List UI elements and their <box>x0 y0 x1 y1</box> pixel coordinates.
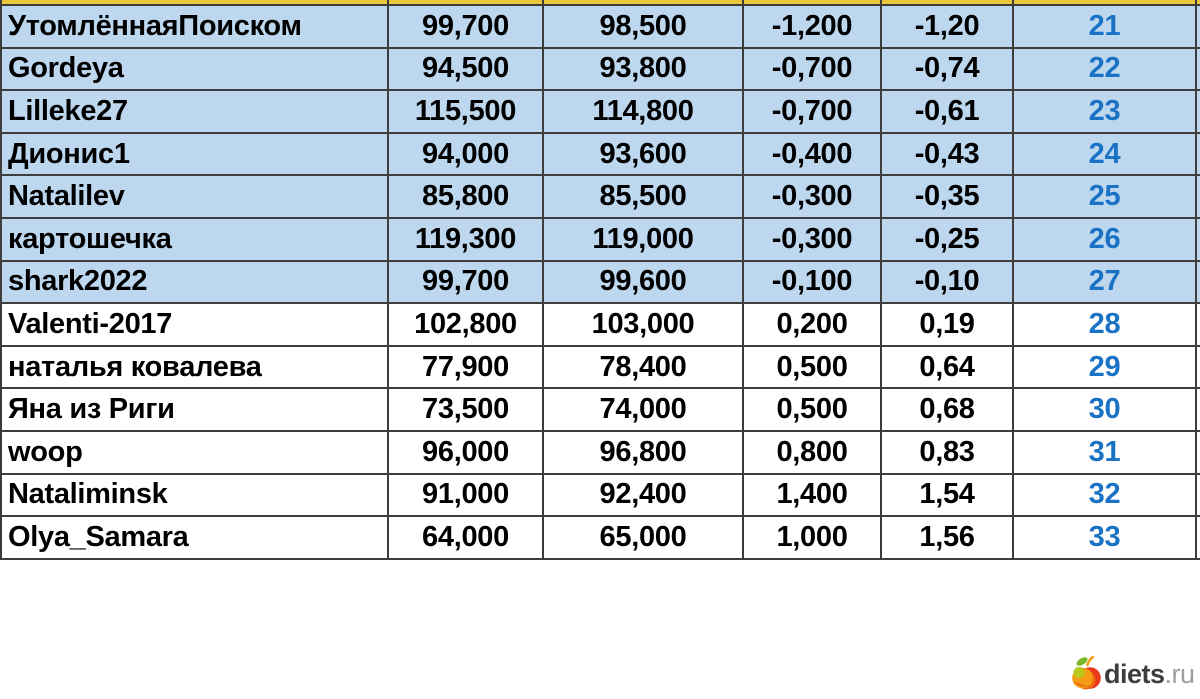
table-row <box>0 6 1200 49</box>
table-row <box>0 219 1200 262</box>
weight-end-cell: 65,000 <box>544 517 744 560</box>
weight-start-cell: 77,900 <box>389 347 544 390</box>
table-row <box>0 49 1200 92</box>
weight-change-cell: -0,700 <box>744 49 882 92</box>
weight-end-cell: 93,600 <box>544 134 744 177</box>
weight-change-percent-cell: -0,35 <box>882 176 1014 219</box>
weight-change-cell: -0,300 <box>744 176 882 219</box>
weight-change-percent-cell: -0,61 <box>882 91 1014 134</box>
weight-start-cell: 94,000 <box>389 134 544 177</box>
weight-start-cell: 64,000 <box>389 517 544 560</box>
weight-change-cell: -0,400 <box>744 134 882 177</box>
weight-end-cell: 99,600 <box>544 262 744 305</box>
weight-end-cell: 92,400 <box>544 475 744 518</box>
weight-change-cell: 0,500 <box>744 347 882 390</box>
weight-change-percent-cell: 0,68 <box>882 389 1014 432</box>
table-row <box>0 432 1200 475</box>
weight-end-cell: 96,800 <box>544 432 744 475</box>
participant-name-cell: woop <box>0 432 389 475</box>
rank-cell: 26 <box>1014 219 1197 262</box>
participant-name-cell: Lilleke27 <box>0 91 389 134</box>
rank-cell: 29 <box>1014 347 1197 390</box>
weight-change-percent-cell: -1,20 <box>882 6 1014 49</box>
weight-end-cell: 85,500 <box>544 176 744 219</box>
table-row <box>0 176 1200 219</box>
weight-change-cell: -0,100 <box>744 262 882 305</box>
weight-change-cell: 1,400 <box>744 475 882 518</box>
weight-end-cell: 93,800 <box>544 49 744 92</box>
weight-start-cell: 94,500 <box>389 49 544 92</box>
table-row <box>0 304 1200 347</box>
table-row <box>0 91 1200 134</box>
rank-cell: 32 <box>1014 475 1197 518</box>
weight-start-cell: 85,800 <box>389 176 544 219</box>
weight-start-cell: 115,500 <box>389 91 544 134</box>
rank-cell: 24 <box>1014 134 1197 177</box>
weight-end-cell: 103,000 <box>544 304 744 347</box>
rank-cell: 28 <box>1014 304 1197 347</box>
rank-cell: 31 <box>1014 432 1197 475</box>
rank-cell: 25 <box>1014 176 1197 219</box>
logo-text-diets: diets <box>1104 659 1165 689</box>
weight-start-cell: 99,700 <box>389 262 544 305</box>
weight-change-percent-cell: 1,56 <box>882 517 1014 560</box>
weight-change-cell: -0,700 <box>744 91 882 134</box>
weight-change-percent-cell: 0,64 <box>882 347 1014 390</box>
participant-name-cell: Дионис1 <box>0 134 389 177</box>
participant-name-cell: shark2022 <box>0 262 389 305</box>
weight-start-cell: 99,700 <box>389 6 544 49</box>
weight-change-percent-cell: 0,19 <box>882 304 1014 347</box>
table-row <box>0 262 1200 305</box>
weight-end-cell: 119,000 <box>544 219 744 262</box>
participant-name-cell: Яна из Риги <box>0 389 389 432</box>
participant-name-cell: УтомлённаяПоиском <box>0 6 389 49</box>
weight-change-percent-cell: -0,74 <box>882 49 1014 92</box>
weight-end-cell: 114,800 <box>544 91 744 134</box>
weight-change-cell: 1,000 <box>744 517 882 560</box>
participant-name-cell: Nataliminsk <box>0 475 389 518</box>
weight-change-cell: -0,300 <box>744 219 882 262</box>
participant-name-cell: картошечка <box>0 219 389 262</box>
weight-end-cell: 78,400 <box>544 347 744 390</box>
apple-icon <box>1071 654 1101 691</box>
participant-name-cell: наталья ковалева <box>0 347 389 390</box>
rank-cell: 30 <box>1014 389 1197 432</box>
table-row <box>0 389 1200 432</box>
table-row <box>0 517 1200 560</box>
weight-change-cell: 0,800 <box>744 432 882 475</box>
rank-cell: 21 <box>1014 6 1197 49</box>
weight-change-cell: 0,500 <box>744 389 882 432</box>
participant-name-cell: Gordeya <box>0 49 389 92</box>
weight-change-cell: 0,200 <box>744 304 882 347</box>
participant-name-cell: Valenti-2017 <box>0 304 389 347</box>
table-row <box>0 347 1200 390</box>
rank-cell: 22 <box>1014 49 1197 92</box>
diets-ru-logo[interactable] <box>1071 654 1195 691</box>
weight-change-percent-cell: -0,43 <box>882 134 1014 177</box>
weight-start-cell: 96,000 <box>389 432 544 475</box>
weight-change-percent-cell: 0,83 <box>882 432 1014 475</box>
weight-start-cell: 91,000 <box>389 475 544 518</box>
weight-start-cell: 102,800 <box>389 304 544 347</box>
rank-cell: 33 <box>1014 517 1197 560</box>
weight-end-cell: 98,500 <box>544 6 744 49</box>
weight-start-cell: 119,300 <box>389 219 544 262</box>
weight-change-percent-cell: -0,10 <box>882 262 1014 305</box>
participant-name-cell: Natalilev <box>0 176 389 219</box>
weight-change-cell: -1,200 <box>744 6 882 49</box>
logo-text-ru: .ru <box>1164 659 1195 689</box>
logo-text <box>1104 657 1195 691</box>
weight-change-percent-cell: -0,25 <box>882 219 1014 262</box>
table-row <box>0 475 1200 518</box>
table-row <box>0 134 1200 177</box>
rank-cell: 27 <box>1014 262 1197 305</box>
rank-cell: 23 <box>1014 91 1197 134</box>
weight-change-percent-cell: 1,54 <box>882 475 1014 518</box>
participant-name-cell: Olya_Samara <box>0 517 389 560</box>
weight-start-cell: 73,500 <box>389 389 544 432</box>
weight-end-cell: 74,000 <box>544 389 744 432</box>
